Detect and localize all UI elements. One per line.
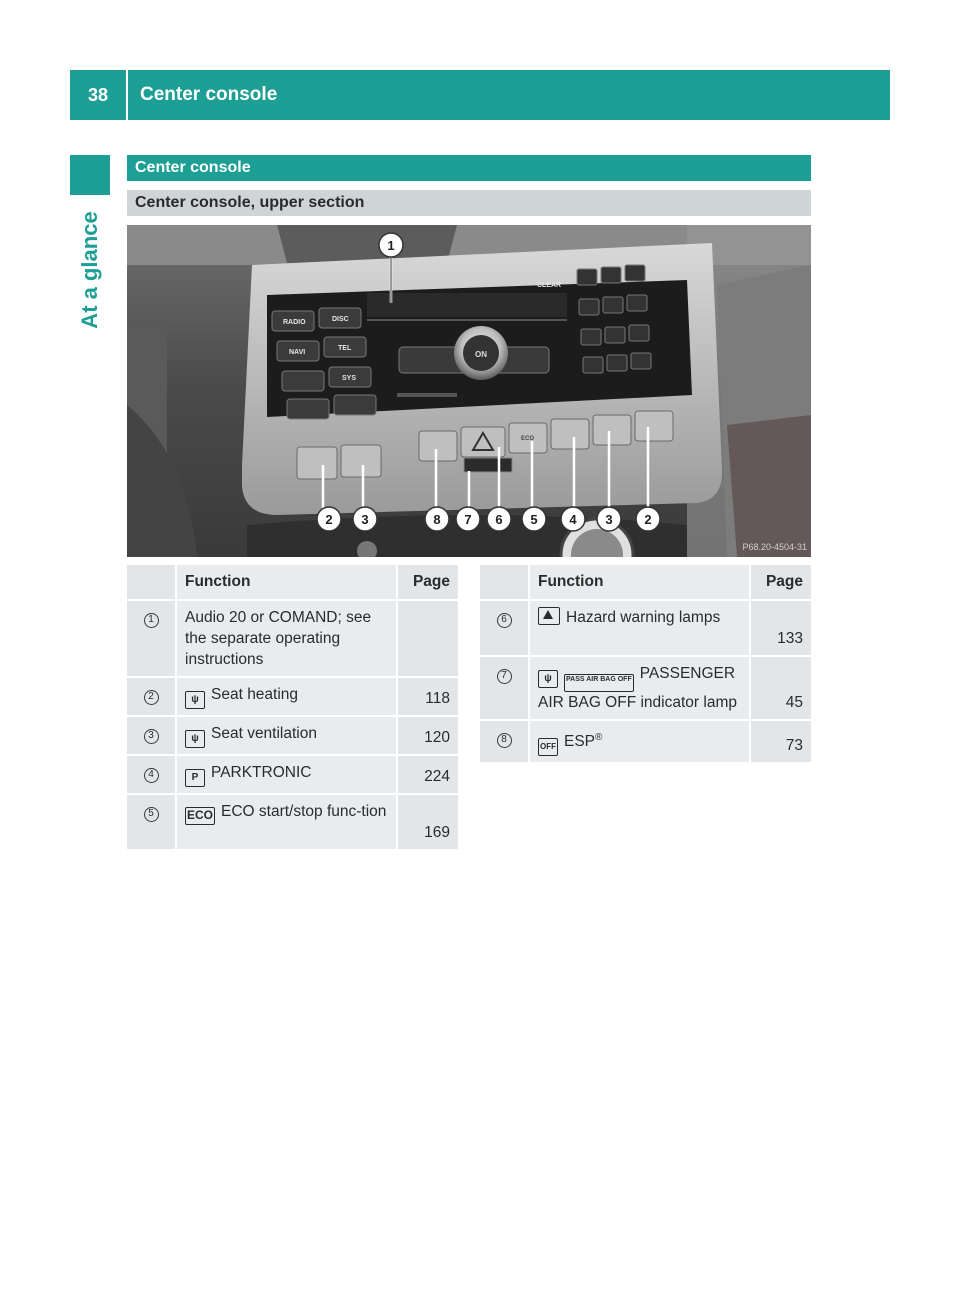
row-function-text: Audio 20 or COMAND; see the separate operating instructions [185, 609, 372, 668]
row-function [177, 795, 396, 851]
col-function-header: Function [530, 565, 749, 601]
col-number-header [127, 565, 177, 601]
col-page-header: Page [396, 565, 458, 601]
row-function-text: Seat ventilation [211, 725, 317, 742]
table-row [127, 678, 458, 717]
callout-5-number: 5 [530, 512, 538, 527]
row-function-text: Seat heating [211, 686, 299, 703]
side-tab-marker [70, 155, 110, 195]
callout-3-right-number: 3 [605, 512, 613, 527]
btn-navi-label: NAVI [289, 349, 306, 356]
registered-mark: ® [595, 732, 603, 743]
table-row [127, 717, 458, 756]
center-console-illustration [127, 225, 811, 557]
row-function-text: Hazard warning lamps [566, 609, 721, 626]
row-page: 45 [749, 657, 811, 721]
callout-2-right-number: 2 [644, 512, 652, 527]
table-header-row [127, 565, 458, 601]
seat-heating-icon: ψ [185, 691, 205, 709]
row-number-1: 1 [144, 613, 159, 628]
callout-3-left-number: 3 [361, 512, 369, 527]
side-tab-label: At a glance [77, 211, 102, 329]
table-row [480, 721, 811, 764]
row-function [177, 717, 396, 756]
row-function [530, 601, 749, 657]
row-page [396, 601, 458, 678]
col-function-header: Function [177, 565, 396, 601]
passenger-airbag-icon: PASS AIR BAG OFF [564, 674, 634, 692]
col-number-header [480, 565, 530, 601]
row-function-text: PARKTRONIC [211, 764, 312, 781]
row-page: 224 [396, 756, 458, 795]
btn-on-label: ON [475, 350, 487, 359]
btn-disc-label: DISC [332, 316, 349, 323]
callout-2-left-number: 2 [325, 512, 333, 527]
table-row [127, 795, 458, 851]
callout-7-number: 7 [464, 512, 472, 527]
row-number-3: 3 [144, 729, 159, 744]
row-function-text: ECO start/stop func-tion [221, 803, 387, 820]
table-row [480, 657, 811, 721]
btn-sys-label: SYS [342, 375, 357, 382]
row-function [530, 721, 749, 764]
section-subtitle: Center console, upper section [127, 190, 811, 216]
figure-reference: P68.20-4504-31 [742, 542, 807, 552]
hazard-icon [538, 607, 560, 625]
page-header [70, 70, 890, 120]
table-header-row [480, 565, 811, 601]
callout-8-number: 8 [433, 512, 441, 527]
col-page-header: Page [749, 565, 811, 601]
row-function [177, 756, 396, 795]
seat-ventilation-icon: ψ [185, 730, 205, 748]
eco-icon: ECO [185, 807, 215, 825]
header-divider [126, 70, 128, 120]
row-function-text: PASSENGER AIR BAG OFF indicator lamp [538, 665, 737, 711]
table-row [480, 601, 811, 657]
row-number-4: 4 [144, 768, 159, 783]
page-number: 38 [87, 84, 109, 105]
btn-eco-label: ECO [521, 436, 535, 442]
callout-1-number: 1 [387, 238, 395, 253]
row-number-2: 2 [144, 690, 159, 705]
row-number-8: 8 [497, 733, 512, 748]
row-page: 73 [749, 721, 811, 764]
btn-tel-label: TEL [338, 345, 352, 352]
header-title: Center console [140, 84, 278, 105]
row-page: 118 [396, 678, 458, 717]
center-console-photo [127, 225, 811, 557]
row-number-7: 7 [497, 669, 512, 684]
callout-4-number: 4 [569, 512, 577, 527]
esp-off-icon: OFF [538, 738, 558, 756]
row-function [530, 657, 749, 721]
row-page: 133 [749, 601, 811, 657]
row-function-text: ESP [564, 733, 596, 751]
row-function [177, 601, 396, 678]
btn-clear-label: CLEAR [537, 282, 562, 289]
table-row [127, 756, 458, 795]
function-table-left [127, 565, 458, 851]
table-row [127, 601, 458, 678]
row-page: 120 [396, 717, 458, 756]
row-number-6: 6 [497, 613, 512, 628]
row-number-5: 5 [144, 807, 159, 822]
section-title: Center console [127, 155, 811, 181]
function-table-right [480, 565, 811, 764]
row-page: 169 [396, 795, 458, 851]
btn-radio-label: RADIO [283, 319, 306, 326]
airbag-seat-icon: ψ [538, 670, 558, 688]
parktronic-icon: P [185, 769, 205, 787]
row-function [177, 678, 396, 717]
callout-6-number: 6 [495, 512, 503, 527]
